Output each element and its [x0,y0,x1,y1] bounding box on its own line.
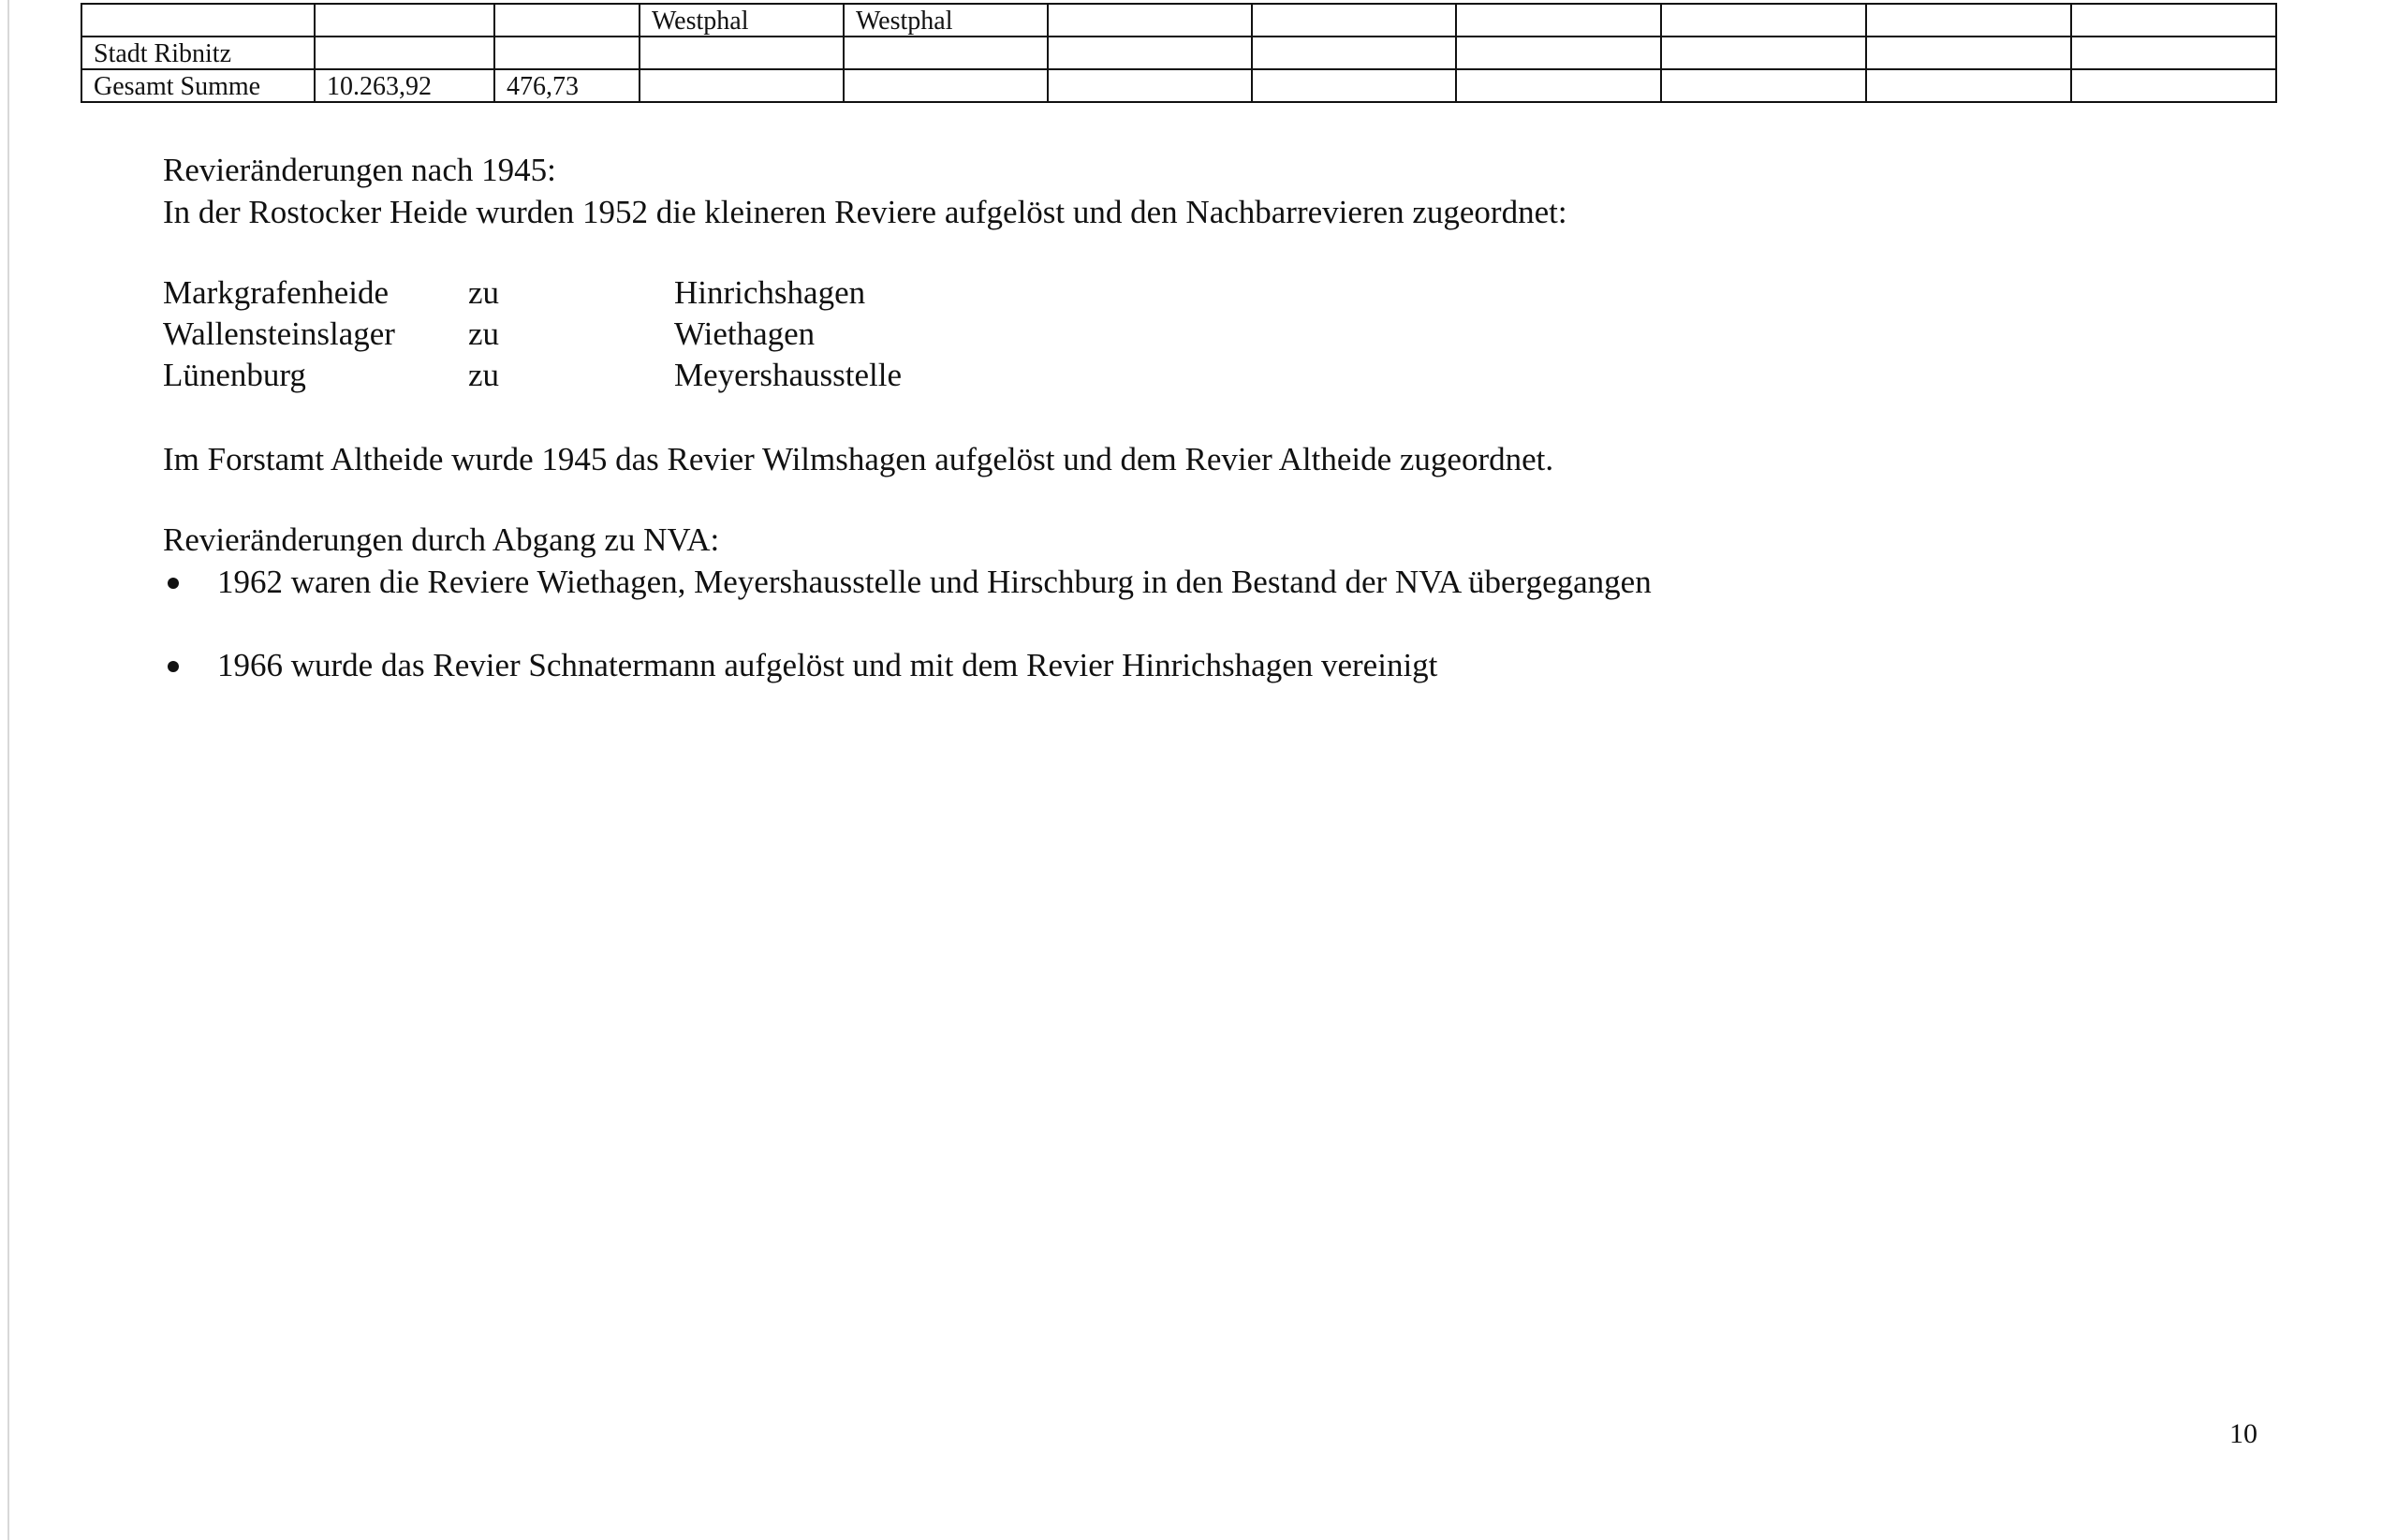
heading-after-1945: Revieränderungen nach 1945: [163,152,556,188]
table-cell [1661,37,1866,69]
merge-from: Wallensteinslager [163,315,395,352]
table-cell [844,37,1048,69]
summary-table [81,3,2277,103]
table-row [81,69,2276,102]
table-cell [81,4,315,37]
bullet-dot-icon [168,578,179,589]
bullet-text: 1962 waren die Reviere Wiethagen, Meyershausstelle und Hirschburg in den Bestand der NVA übergegangen [217,564,1652,600]
table-cell [1456,37,1661,69]
merge-to: Hinrichshagen [674,274,866,311]
table-cell [1866,69,2071,102]
page-number: 10 [2229,1418,2257,1449]
heading-nva: Revieränderungen durch Abgang zu NVA: [163,521,720,558]
altheide-text: Im Forstamt Altheide wurde 1945 das Revier Wilmshagen aufgelöst und dem Revier Altheide zugeordnet. [163,441,1554,477]
merge-to: Meyershausstelle [674,357,902,393]
table-cell: 476,73 [494,69,640,102]
bullet-text: 1966 wurde das Revier Schnatermann aufgelöst und mit dem Revier Hinrichshagen vereinigt [217,647,1438,683]
table-cell [1661,69,1866,102]
merge-zu: zu [468,357,500,393]
table-row [81,4,2276,37]
table-cell [1048,4,1252,37]
table-cell: Gesamt Summe [81,69,315,102]
merge-to: Wiethagen [674,315,816,352]
merge-from: Markgrafenheide [163,274,389,311]
table-cell [640,37,844,69]
rostocker-heide-text: In der Rostocker Heide wurden 1952 die kleineren Reviere aufgelöst und den Nachbarrevieren zugeordnet: [163,194,1567,230]
table-cell [1048,69,1252,102]
table-cell [1252,69,1456,102]
scan-edge [7,0,9,1540]
merge-from: Lünenburg [163,357,306,393]
merge-zu: zu [468,274,500,311]
summary-table-body [81,4,2276,102]
table-cell: 10.263,92 [315,69,494,102]
table-cell [2071,37,2276,69]
table-cell [494,37,640,69]
table-cell [1456,69,1661,102]
table-cell: Westphal [844,4,1048,37]
table-cell [1456,4,1661,37]
table-cell: Westphal [640,4,844,37]
table-cell: Stadt Ribnitz [81,37,315,69]
table-cell [844,69,1048,102]
table-row [81,37,2276,69]
table-cell [315,4,494,37]
table-cell [1866,37,2071,69]
table-cell [2071,69,2276,102]
table-cell [1661,4,1866,37]
table-cell [494,4,640,37]
table-cell [1252,4,1456,37]
table-cell [1048,37,1252,69]
table-cell [1866,4,2071,37]
table-cell [315,37,494,69]
table-cell [2071,4,2276,37]
table-cell [1252,37,1456,69]
merge-zu: zu [468,315,500,352]
table-cell [640,69,844,102]
bullet-dot-icon [168,661,179,672]
